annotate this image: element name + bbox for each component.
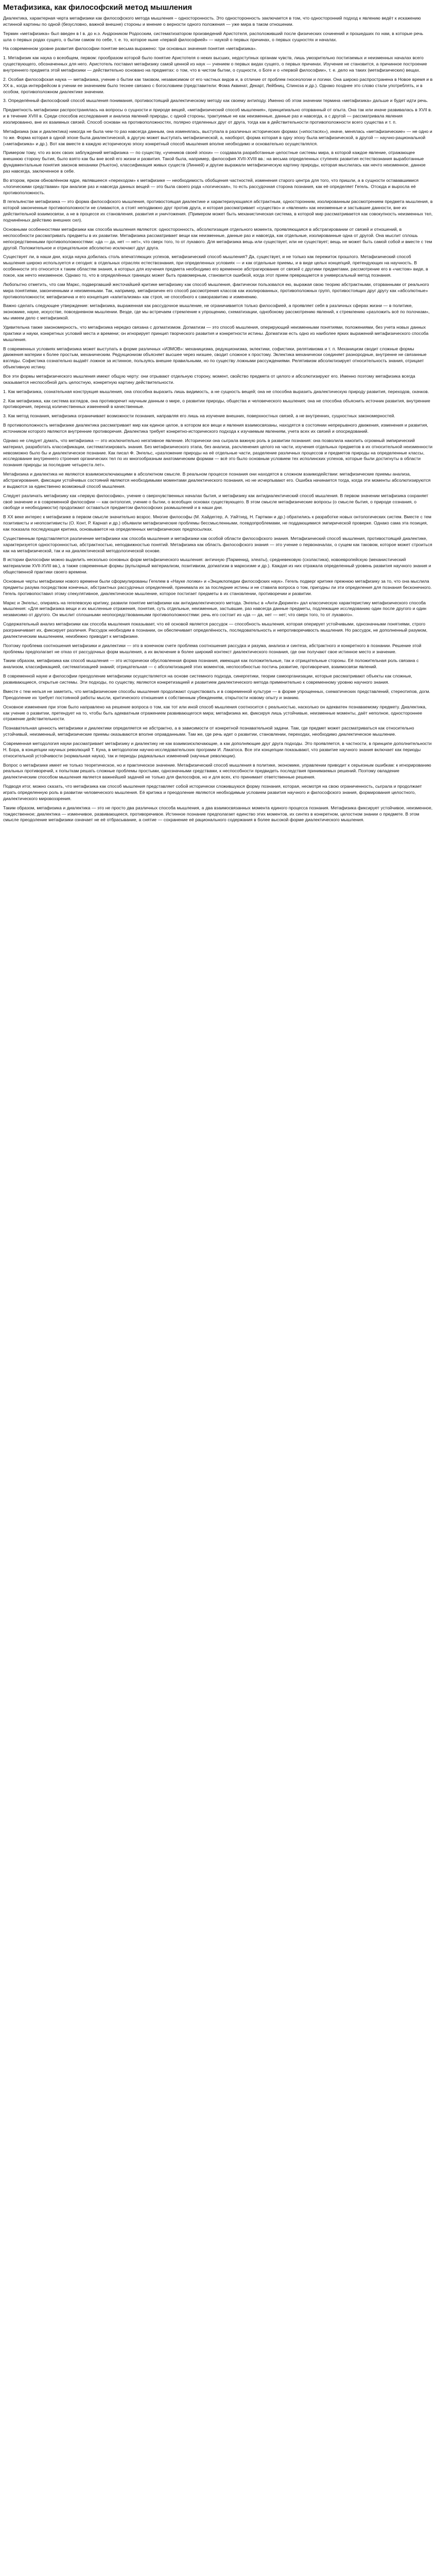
article-title: Метафизика, как философский метод мышления bbox=[3, 3, 192, 12]
article-paragraph: Вместе с тем нельзя не заметить, что метафизические способы мышления продолжают существовать и в современной культуре — в форме упрощенных, схематических представлений, стереотипов, догм. Преодоление их требует постоянной работы мысли, критического отношения к собственным убеждениям, открытости новому опыту и знанию. bbox=[3, 688, 430, 700]
article-paragraph: Метафизика (как и диалектика) никогда не была чем-то раз навсегда данным, она изменялась, выступала в различных исторических формах («ипостасях»), иначе, менялась «метафизические» — не одно и то же. Форма которая в одной эпохе была диалектической, в другую может выступать метафизической, а, наоборот, форма которая в одну эпоху была метафизической, в другой — научно-рациональной («метафизика» и др.). Вот как вместе в каждую историческую эпоху конкретный способ мышления вполне необходимо и основательно осуществлялся. bbox=[3, 128, 432, 146]
article-paragraph: Существует ли, в наши дни, когда наука добилась столь впечатляющих успехов, метафизический способ мышления? Да, существует, и не только как пережиток прошлого. Метафизический способ мышления широко используется и сегодня: в отдельных отраслях естествознания, при определенных условиях — и как отдельные приемы, и в виде целых концепций, претендующих на научность. В особенности это относится к таким областям знания, в которых для изучения предмета необходимо его временное абстрагирование от связей с другими предметами, рассмотрение его в «чистом» виде, в покое, как нечто неизменное. Однако то, что в определённых границах может быть правомерным, становится ошибкой, когда этот прием превращается в универсальный метод познания. bbox=[3, 254, 428, 278]
article-paragraph: Предметность метафизики распространялась на вопросы о сущности и природе вещей, «метафизический способ мышления», принципиально оторванный от опыта. Она так или иначе развивалась в ХVII в. и в течение XVIII в. Среди способов исследования и анализа явлений природы, с одной стороны, трактуемые не как неизменные, данные раз и навсегда, а с другой — рассматривала явления изолированно, вне их взаимных связей. Способ основан на противоположностях, полярно отделенных друг от друга, тогда как в действительности противоположности всего существа и т. п. bbox=[3, 107, 432, 125]
article-body bbox=[3, 15, 433, 823]
article-paragraph: 3. Определённый философский способ мышления понимания, противостоящий диалектическому методу как своему антиподу. Именно об этом значении термина «метафизика» дальше и будет идти речь. bbox=[3, 98, 428, 104]
article-paragraph: Все эти формы метафизического мышления имеют общую черту: они отрывают отдельную сторону, момент, свойство предмета от целого и абсолютизируют его. Именно поэтому метафизика всегда оказывается неспособной дать целостную, конкретную картину действительности. bbox=[3, 373, 415, 385]
article-page bbox=[0, 0, 436, 832]
article-paragraph: На современном уровне развития философии понятие весьма выражено: три основных значения понятия «метафизика». bbox=[3, 46, 257, 52]
article-paragraph: В современной науке и философии преодоление метафизики осуществляется на основе системного подхода, синергетики, теории самоорганизации, которые рассматривают объекты как сложные, развивающиеся, открытые системы. Эти подходы, по существу, являются конкретизацией и развитием диалектического метода применительно к современному уровню научного знания. bbox=[3, 673, 412, 685]
article-paragraph: Маркс и Энгельс, опираясь на гегелевскую критику, развили понятие метафизики как антидиалектического метода. Энгельс в «Анти-Дюринге» дал классическую характеристику метафизического способа мышления: «Для метафизика вещи и их мысленные отражения, понятия, суть отдельные, неизменные, застывшие, раз навсегда данные предметы, подлежащие исследованию один после другого и один независимо от другого. Он мыслит сплошными неопосредствованными противоположностями: речь его состоит из «да — да, нет — нет; что сверх того, то от лукавого». bbox=[3, 600, 427, 618]
article-paragraph: Таким образом, метафизика и диалектика — это не просто два различных способа мышления, а два взаимосвязанных момента единого процесса познания. Метафизика фиксирует устойчивое, неизменное, тождественное; диалектика — изменчивое, развивающееся, противоречивое. Истинное познание предполагает единство этих моментов, их синтез в конкретном, целостном знании о предмете. В этом смысле преодоление метафизики означает не её отбрасывание, а снятие — сохранение её рационального содержания в более высокой форме диалектического мышления. bbox=[3, 805, 433, 823]
article-paragraph: Примером тому, что из всех своих заблуждений метафизика — по существу, «учеников своей эпохи» — создавала разработанные целостные системы мира, в которой каждое явление, отражающее внешнюю сторону бытия, было взято как бы вне всей его жизни и развития. Такой была, например, философия XVII-XVIII вв.: на весьма определенных ступенях развития естествознания выработанные фундаментальные понятия законов механики (Ньютон), классификация живых существ (Линней) и другие выражали метафизическую картину природы, которая мыслилась как нечто неизменное, данное раз навсегда, заключенное в себе. bbox=[3, 150, 426, 174]
article-paragraph: Во втором, ярком обновлённом ядре, являвшееся «переходом» к метафизике — необходимость обобщения частностей, изменения старого центра для того, что пришли, а в сущности остававшимися «логическими средствами» при анализе раз и навсегда данных вещей — это была своего рода «логическая», то есть рассудочная сторона познания, как её определяет Гегель. Отсюда и выросла её противоположность. bbox=[3, 177, 419, 195]
article-paragraph: 1. Как метафизика, сознательная конструкция мышления, она способна выразить лишь видимость, а не сущность вещей; она не способна выразить диалектическую природу развития, переходов, скачков. bbox=[3, 388, 429, 394]
article-paragraph: Основными особенностями метафизики как способа мышления являются: односторонность, абсолютизация отдельного момента, проявляющаяся в абстрагировании от связей и отношений, в неспособности рассматривать предметы в их развитии. Метафизика рассматривает вещи как неизменные, данные раз и навсегда, как отдельные, изолированные одна от другой. Она мыслит сплошь непосредственными противоположностями: «да — да, нет — нет», что сверх того, то от лукавого. Для метафизика вещь или существует, или не существует; вещь не может быть самой собой и вместе с тем другой. Положительное и отрицательное абсолютно исключают друг друга. bbox=[3, 226, 432, 250]
article-paragraph: Современная методология науки рассматривает метафизику и диалектику не как взаимоисключающие, а как дополняющие друг друга подходы. Это проявляется, в частности, в принципе дополнительности Н. Бора, в концепции научных революций Т. Куна, в методологии научно-исследовательских программ И. Лакатоса. Все эти концепции показывают, что развитие научного знания включает как периоды относительной устойчивости (нормальная наука), так и периоды радикальных изменений (научные революции). bbox=[3, 740, 432, 758]
article-paragraph: Таким образом, метафизика как способ мышления — это исторически обусловленная форма познания, имеющая как положительные, так и отрицательные стороны. Её положительная роль связана с анализом, классификацией, систематизацией знаний; отрицательная — с абсолютизацией этих моментов, неспособностью постичь развитие, противоречия, взаимосвязи явлений. bbox=[3, 658, 419, 670]
article-paragraph: Основные черты метафизики нового времени были сформулированы Гегелем в «Науке логики» и «Энциклопедии философских наук». Гегель подверг критике прежнюю метафизику за то, что она мыслила предметы разума посредством конечных, абстрактных рассудочных определений, принимала их за последние истины и не ставила вопроса о том, пригодны ли эти определения для познания бесконечного. Гегель противопоставил этому спекулятивное, диалектическое мышление, которое постигает предметы в их становлении, противоречии и развитии. bbox=[3, 579, 432, 596]
article-paragraph: Следует различать метафизику как «первую философию», учение о сверхчувственных началах бытия, и метафизику как антидиалектический способ мышления. В первом значении метафизика сохраняет своё значение и в современной философии — как онтология, учение о бытии, о всеобщих основах существующего. В этом смысле метафизические вопросы (о смысле бытия, о природе сознания, о свободе и необходимости) продолжают оставаться предметом философских размышлений и в наши дни. bbox=[3, 493, 428, 511]
article-paragraph: В противоположность метафизике диалектика рассматривает мир как единое целое, в котором все вещи и явления взаимосвязаны, находятся в состоянии непрерывного движения, изменения и развития, источником которого являются внутренние противоречия. Диалектика требует конкретно-исторического подхода к изучаемым явлениям, учета всех их связей и опосредований. bbox=[3, 422, 428, 434]
article-paragraph: Термин «метафизика» был введен в I в. до н.э. Андроником Родосским, систематизатором произведений Аристотеля, расположивший после физических сочинений и прошедших по нам, в которые речь шла о первых родах сущего, о бытии самом по себе, т. е. то, которое ныне «первой философией» — наукой о первых причинах, о первых сущностях и началах. bbox=[3, 30, 423, 42]
article-paragraph: Любопытно отметить, что сам Маркс, подвергавший жесточайшей критике метафизику как способ мышления, фактически пользовался ею, выражая свою теорию абстрактными, оторванными от реального мира понятиями, законченными и неизменными. Так, например, метафизичен его способ рассмотрения классов как изолированных, противоположных групп, противостоящих друг другу как «абсолютные» противоположности; метафизична и его концепция «капитализма» как строя, не способного к саморазвитию и изменению. bbox=[3, 281, 429, 299]
article-paragraph: 1. Метафизик как наука о всеобщем, первом: прообразом которой было понятие Аристотеля о неких высших, недоступных органам чувств, лишь умозрительно постигаемых и неизменных началах всего существующего, обозначенных для него. Аристотель поставил метафизику самой ценной из наук — учением о первых видах сущего, о первых причинах. Изучение не становится, а причинное построение внутреннего предмета этой метафизики — действительно основано на предметах: о том, что в чистом бытии, о сущности, о Боге и о «первой философии», т. е. дело на таких (метафизических) вещах. bbox=[3, 55, 427, 73]
article-paragraph: Содержательный анализ метафизики как способа мышления показывает, что её основой является рассудок — способность мышления, которая оперирует устойчивыми, однозначными понятиями, строго разграничивает их, фиксирует различия. Рассудок необходим в познании, он обеспечивает определённость, последовательность и непротиворечивость мышления. Но рассудок, не дополненный разумом, диалектическим мышлением, неизбежно приводит к метафизике. bbox=[3, 621, 428, 639]
article-paragraph: Поэтому проблема соотношения метафизики и диалектики — это в конечном счете проблема соотношения рассудка и разума, анализа и синтеза, абстрактного и конкретного в познании. Решение этой проблемы предполагает не отказ от рассудочных форм мышления, а их включение в более широкий контекст диалектического познания, где они получают свое истинное место и значение. bbox=[3, 642, 422, 654]
article-paragraph: В XX веке интерес к метафизике в первом смысле значительно возрос. Многие философы (М. Хайдеггер, А. Уайтхед, Н. Гартман и др.) обратились к разработке новых онтологических систем. Вместе с тем позитивисты и неопозитивисты (О. Конт, Р. Карнап и др.) объявили метафизические проблемы бессмысленными, псевдопроблемами, не поддающимися эмпирической проверке. Однако сама эта позиция, как показала последующая критика, основывается на определенных метафизических предпосылках. bbox=[3, 514, 431, 532]
article-paragraph: Существенным представляется различение метафизики как способа мышления и метафизики как особой области философского знания. Метафизический способ мышления, противостоящий диалектике, характеризуется односторонностью, абстрактностью, неподвижностью понятий. Метафизика как область философского знания — это учение о первоначалах, о сущем как таковом, которое может строиться как на метафизической, так и на диалектической методологической основе. bbox=[3, 535, 432, 553]
article-paragraph: Метафизика и диалектика не являются взаимоисключающими в абсолютном смысле. В реальном процессе познания они находятся в сложном взаимодействии: метафизические приемы анализа, абстрагирования, фиксации устойчивых состояний являются необходимыми моментами диалектического познания, но не исчерпывают его. Ошибка начинается тогда, когда эти моменты абсолютизируются и выдаются за единственно возможный способ мышления. bbox=[3, 471, 431, 489]
article-paragraph: 3. Как метод познания, метафизика ограничивает возможности познания, направляя его лишь на изучение внешних, поверхностных связей, а не внутренних, сущностных закономерностей. bbox=[3, 413, 395, 419]
article-paragraph: Однако не следует думать, что метафизика — это исключительно негативное явление. Исторически она сыграла важную роль в развитии познания: она позволила накопить огромный эмпирический материал, разработать классификации, систематизировать знания. Без метафизического этапа, без анализа, расчленения целого на части, изучения отдельных предметов в их относительной неизменности невозможно было бы и диалектическое познание. Как писал Ф. Энгельс, «разложение природы на её отдельные части, разделение различных процессов и предметов природы на определенные классы, исследование внутреннего строения органических тел по их многообразным анатомическим формам — всё это было основным условием тех исполинских успехов, которые были достигнуты в области познания природы за последние четыреста лет». bbox=[3, 437, 433, 468]
article-paragraph: Познавательная ценность метафизики и диалектики определяется не абстрактно, а в зависимости от конкретной познавательной задачи. Там, где предмет может рассматриваться как относительно устойчивый, неизменный, метафизические приемы оказываются вполне оправданными. Там же, где речь идет о развитии, становлении, переходах, необходимо диалектическое мышление. bbox=[3, 725, 414, 737]
article-paragraph: Удивительна также закономерность, что метафизика нередко связана с догматизмом. Догматизм — это способ мышления, оперирующий неизменными понятиями, положениями, без учета новых данных практики и науки, конкретных условий места и времени; он игнорирует принцип творческого развития и конкретности истины. Догматизм есть одно из наиболее ярких выражений метафизического способа мышления. bbox=[3, 324, 429, 342]
article-paragraph: Важно сделать следующее утверждение: метафизика, выраженная как рассудочное мышление, не ограничивается только философией, а проявляет себя в различных сферах жизни — в политике, экономике, науке, искусстве, повседневном мышлении. Везде, где мы встречаем стремление к упрощению, схематизации, однобокому рассмотрению явлений, к стремлению «разложить всё по полочкам», мы имеем дело с метафизикой. bbox=[3, 303, 430, 321]
article-paragraph: Диалектика, характерная черта метафизики как философского метода мышления – односторонность. Это односторонность заключается в том, что односторонний подход к явлению ведёт к искажению истинной картины по одной (безусловно, важной внешне) стороны и мнение о верности одного положения — уже мира в таком отношении. bbox=[3, 15, 421, 27]
article-paragraph: В современных условиях метафизика может выступать в форме различных «ИЗМОВ»: механицизма, редукционизма, эклектики, софистики, релятивизма и т. п. Механицизм сводит сложные формы движения материи к более простым, механическим. Редукционизм объясняет высшее через низшее, сводит сложное к простому. Эклектика механически соединяет разнородные, внутренне не связанные взгляды. Софистика сознательно выдаёт ложное за истинное, пользуясь внешне правильными, но по существу ложными рассуждениями. Релятивизм абсолютизирует относительность знания, отрицает объективную истину. bbox=[3, 346, 427, 370]
article-paragraph: Вопрос о метафизике имеет не только теоретическое, но и практическое значение. Метафизический способ мышления в политике, экономике, управлении приводит к серьезным ошибкам: к игнорированию реальных противоречий, к попыткам решать сложные проблемы простыми, однозначными средствами, к неспособности предвидеть последствия принимаемых решений. Поэтому овладение диалектическим способом мышления является важнейшей задачей не только для философов, но и для всех, кто принимает ответственные решения. bbox=[3, 762, 431, 780]
article-paragraph: 2. Особая философская наука — метафизика, учение о бытии как таковом, независимом от его частных видов и, в отличие от проблем гносеологии и логики. Она широко распространена в Новое время и в XX в., когда интерфейсом в учении ее значением было теснее связано с богословием (представители: Фома Аквинат, Декарт, Лейбниц, Спиноза и др.). Однако позднее это слово стали употреблять, и в особом, противоположном диалектике значении. bbox=[3, 76, 433, 94]
article-paragraph: 2. Как метафизика, как система взглядов, она противоречит научным данным о мире, о развитии природы, общества и человеческого мышления; она не способна объяснить источник развития, внутренние противоречия, переход количественных изменений в качественные. bbox=[3, 398, 430, 410]
article-paragraph: Подводя итог, можно сказать, что метафизика как способ мышления представляет собой исторически сложившуюся форму познания, которая, несмотря на свою ограниченность, сыграла и продолжает играть определенную роль в развитии человеческого мышления. Её критика и преодоление являются необходимым условием развития научного и философского знания, формирования целостного, диалектического мировоззрения. bbox=[3, 784, 422, 801]
article-paragraph: В гегельянстве метафизика — это форма философского мышления, противостоящая диалектике и характеризующаяся абстрактным, односторонним, изолированным рассмотрением предмета мышления, в которой законченные противоположности не сливаются, а стоят неподвижно друг против друга, и которая рассматривает «существо» и «явления» как неизменные и застывшие данности, вне их действительной взаимосвязи, а не в процессе их становления, развития и уничтожения. (Примером может быть механистическая система, в которой мир рассматривается как совокупность неизменных тел, подчинённых действию внешних сил). bbox=[3, 199, 433, 223]
article-paragraph: В истории философии можно выделить несколько основных форм метафизического мышления: античную (Парменид, элеаты), средневековую (схоластика), новоевропейскую (механистический материализм XVII-XVIII вв.), а также современные формы (вульгарный материализм, позитивизм, догматизм в марксизме и др.). Каждая из них отражала определенный уровень развития научного знания и общественной практики своего времени. bbox=[3, 557, 431, 575]
article-paragraph: Основное изменение при этом было направлено на решение вопроса о том, как тот или иной способ мышления соотносится с реальностью, насколько он адекватен познаваемому предмету. Диалектика, как учение о развитии, претендует на то, чтобы быть адекватным отражением развивающегося мира; метафизика же, фиксируя лишь устойчивые, неизменные моменты, даёт неполное, одностороннее отражение действительности. bbox=[3, 704, 427, 722]
